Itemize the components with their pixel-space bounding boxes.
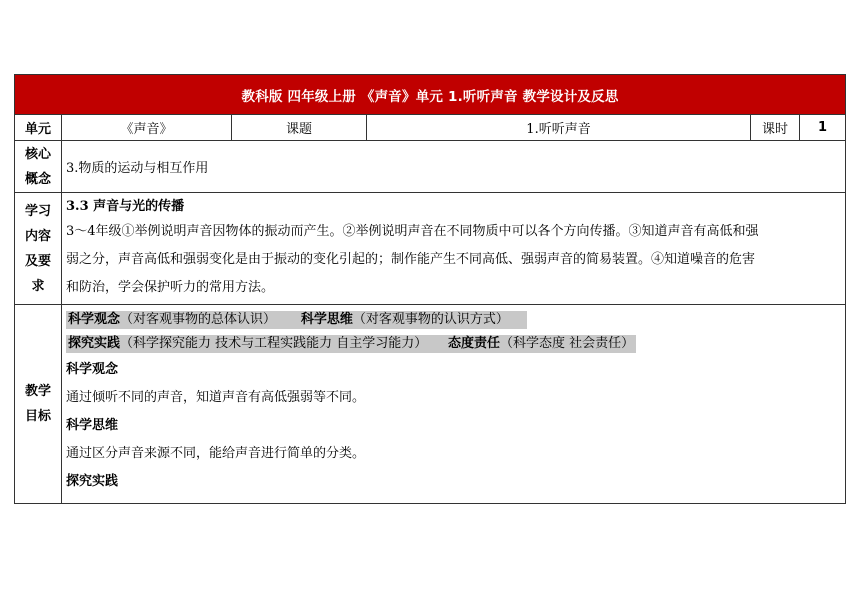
banner-row xyxy=(15,75,846,115)
unit-value: 《声音》 xyxy=(62,115,232,141)
lesson-plan-table-wrapper xyxy=(14,74,845,504)
goal-summary-row-2 xyxy=(66,332,841,356)
label-line: 核心 xyxy=(24,146,51,162)
learning-requirements-label xyxy=(15,193,62,305)
goal-title: 探究实践 xyxy=(68,336,121,351)
requirements-line: 3～4年级①举例说明声音因物体的振动而产生。②举例说明声音在不同物质中可以各个方向传播。③知道声音有高低和强 xyxy=(66,223,759,239)
goal-description: （科学态度 社会责任） xyxy=(499,336,635,351)
period-label: 课时 xyxy=(751,115,800,141)
goal-description: （对客观事物的总体认识） xyxy=(120,312,277,327)
banner-title: 教科版 四年级上册 《声音》单元 1.听听声音 教学设计及反思 xyxy=(15,75,846,115)
goal-title: 科学思维 xyxy=(300,312,353,327)
goal-summary-row-1 xyxy=(66,308,841,332)
label-line: 教学 xyxy=(24,384,51,399)
goal-summary-highlight xyxy=(66,311,527,329)
goal-section-text: 通过倾听不同的声音，知道声音有高低强弱等不同。 xyxy=(66,390,366,405)
goal-section-title: 科学思维 xyxy=(66,418,119,433)
requirements-line: 和防治，学会保护听力的常用方法。 xyxy=(66,279,275,295)
goal-section-title: 科学观念 xyxy=(66,362,119,377)
teaching-goals-row xyxy=(15,305,846,504)
goal-section-title: 探究实践 xyxy=(66,474,119,489)
lesson-plan-table xyxy=(14,74,846,504)
core-concept-row xyxy=(15,141,846,193)
goal-summary-highlight xyxy=(66,335,636,353)
goal-title: 科学观念 xyxy=(68,312,121,327)
label-line: 学习 xyxy=(24,203,51,219)
header-row xyxy=(15,115,846,141)
core-concept-text: 3.物质的运动与相互作用 xyxy=(62,141,846,193)
goal-description: （科学探究能力 技术与工程实践能力 自主学习能力） xyxy=(120,336,428,351)
learning-requirements-row xyxy=(15,193,846,305)
lesson-label: 课题 xyxy=(232,115,367,141)
period-value: 1 xyxy=(800,115,846,141)
goal-sections xyxy=(66,356,841,496)
goal-description: （对客观事物的认识方式） xyxy=(352,312,509,327)
unit-label: 单元 xyxy=(15,115,62,141)
teaching-goals-content xyxy=(62,305,846,504)
label-line: 求 xyxy=(31,278,45,294)
lesson-value: 1.听听声音 xyxy=(367,115,751,141)
goal-title: 态度责任 xyxy=(447,336,500,351)
core-concept-label xyxy=(15,141,62,193)
label-line: 及要 xyxy=(24,253,51,269)
goal-section-text: 通过区分声音来源不同，能给声音进行简单的分类。 xyxy=(66,446,366,461)
label-line: 概念 xyxy=(24,171,51,187)
requirements-heading: 3.3 声音与光的传播 xyxy=(66,198,185,214)
label-line: 目标 xyxy=(24,409,51,424)
requirements-line: 弱之分，声音高低和强弱变化是由于振动的变化引起的；制作能产生不同高低、强弱声音的简易装置。④知道噪音的危害 xyxy=(66,251,756,267)
learning-requirements-content xyxy=(62,193,846,305)
label-line: 内容 xyxy=(24,228,51,244)
teaching-goals-label xyxy=(15,305,62,504)
